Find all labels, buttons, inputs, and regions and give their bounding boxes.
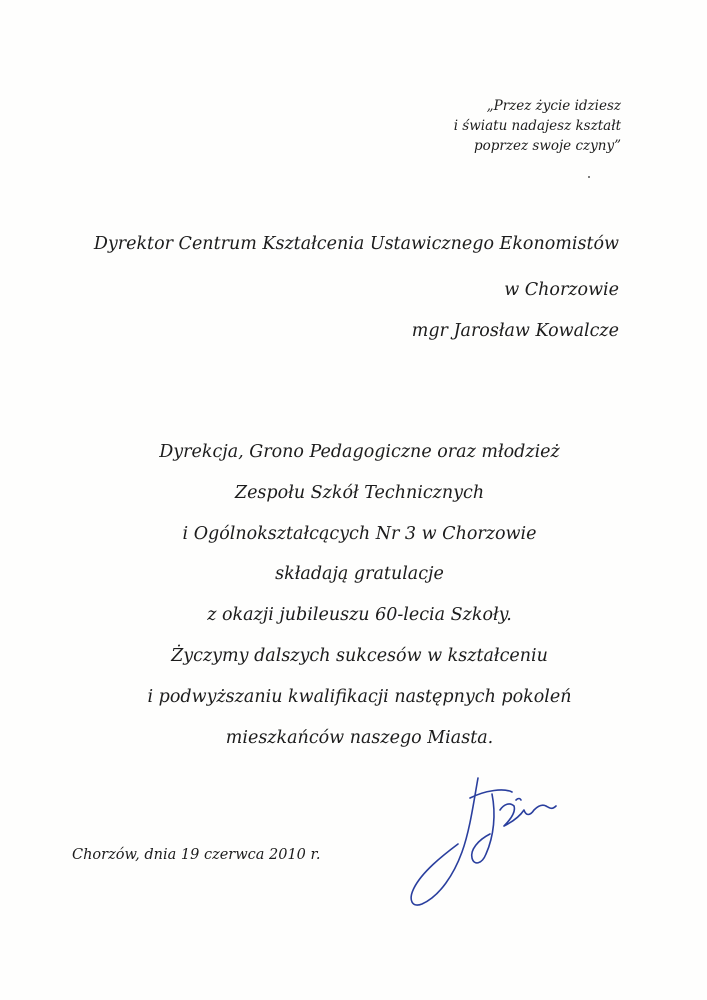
motto-quote	[454, 96, 621, 156]
motto-line-3: poprzez swoje czyny”	[474, 138, 621, 154]
addressee-city: w Chorzowie	[504, 280, 619, 300]
body-line: Zespołu Szkół Technicznych	[234, 482, 485, 503]
body-line: składają gratulacje	[275, 564, 444, 585]
body-line: z okazji jubileuszu 60-lecia Szkoły.	[207, 605, 512, 626]
body-line: mieszkańców naszego Miasta.	[225, 727, 494, 748]
signature-stroke-5	[516, 799, 521, 801]
signature-stroke-4	[500, 804, 556, 826]
motto-line-2: i światu nadajesz kształt	[453, 118, 621, 134]
signature-strokes	[411, 778, 556, 905]
addressee-title: Dyrektor Centrum Kształcenia Ustawicznego Ekonomistów	[93, 234, 619, 254]
paper-speck	[588, 176, 590, 178]
addressee-block	[94, 232, 619, 343]
body-line: i podwyższaniu kwalifikacji następnych pokoleń	[147, 686, 572, 707]
signature-stroke-1	[411, 778, 478, 905]
addressee-name: mgr Jarosław Kowalcze	[411, 321, 619, 341]
body-line: Dyrekcja, Grono Pedagogiczne oraz młodzież	[159, 442, 560, 462]
motto-line-1: „Przez życie idziesz	[486, 98, 621, 114]
place-and-date: Chorzów, dnia 19 czerwca 2010 r.	[72, 847, 321, 863]
body-line: Życzymy dalszych sukcesów w kształceniu	[171, 645, 548, 666]
congratulation-text	[0, 432, 707, 758]
body-line: i Ogólnokształcących Nr 3 w Chorzowie	[182, 523, 537, 544]
signature-stroke-3	[472, 794, 494, 863]
handwritten-signature	[400, 770, 560, 910]
